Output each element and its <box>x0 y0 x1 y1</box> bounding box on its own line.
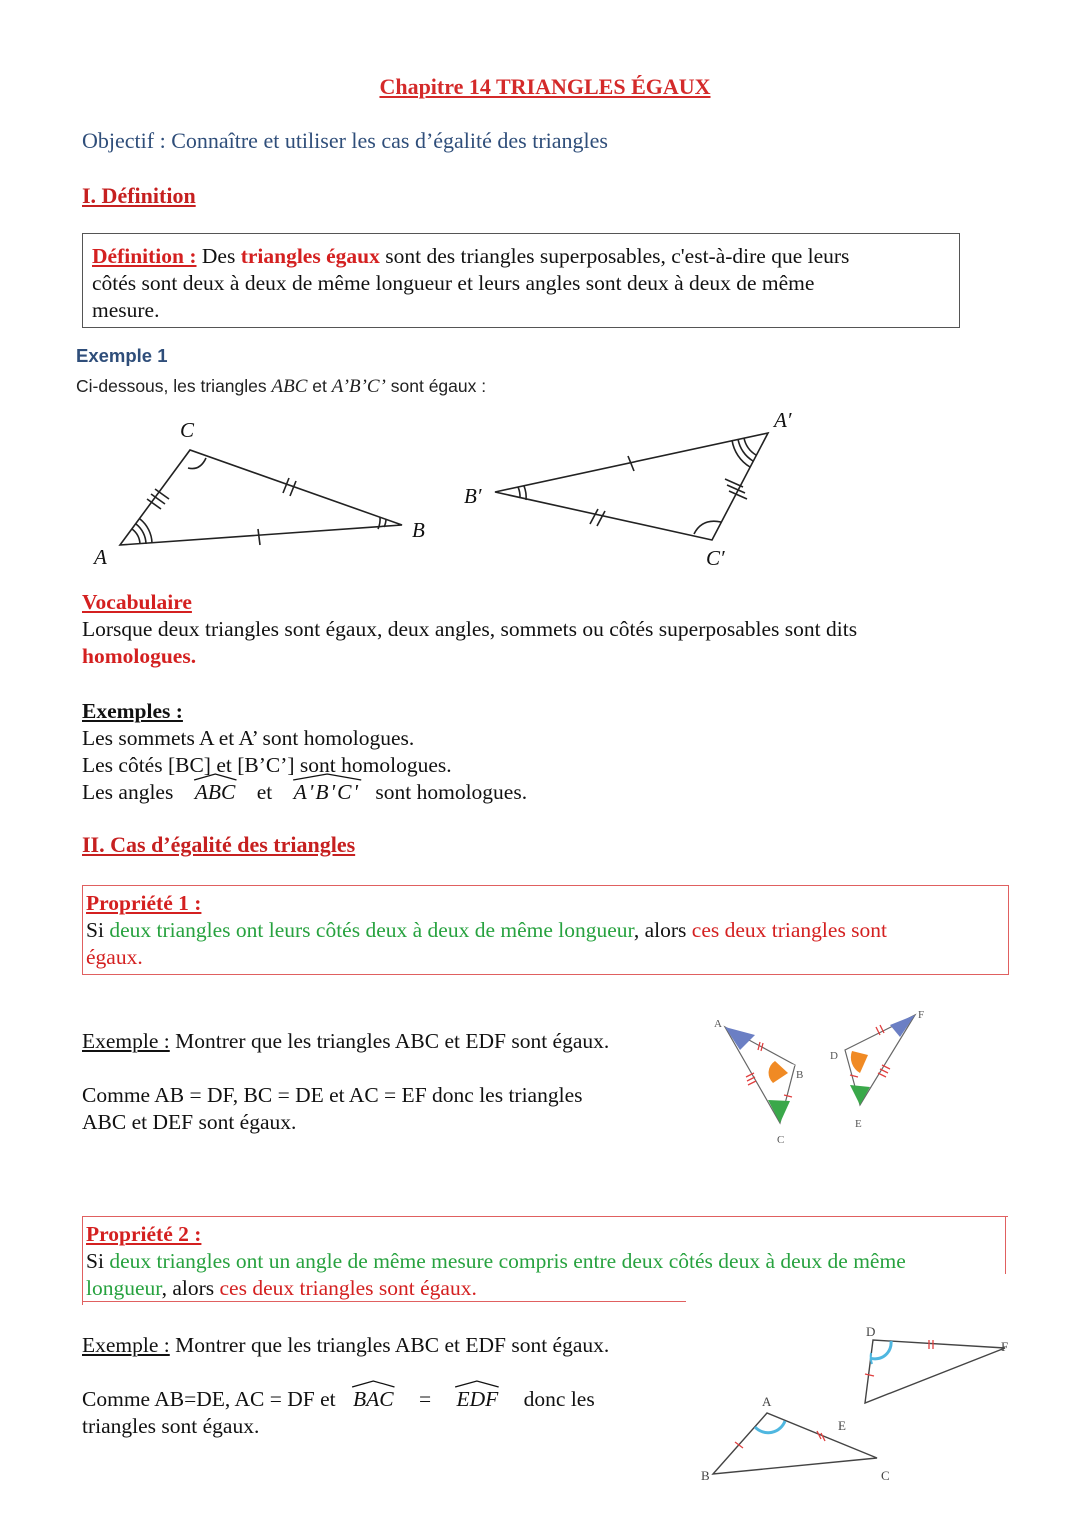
property1-hypothesis: deux triangles ont leurs côtés deux à deux de même longueur <box>109 918 634 942</box>
p1-label-c: C <box>777 1134 785 1146</box>
p2-label-d: D <box>866 1324 876 1339</box>
example1-title: Exemple 1 <box>76 345 168 366</box>
property2-hypothesis: deux triangles ont un angle de même mesure compris entre deux côtés deux à deux de même <box>109 1249 906 1273</box>
p1-label-e: E <box>855 1118 862 1130</box>
vocabulary-title: Vocabulaire <box>82 590 192 614</box>
property1-conclusion: ces deux triangles sont <box>691 918 888 942</box>
examples-line: Les côtés [BC] et [B’C’] sont homologues. <box>82 753 452 777</box>
example-property2: Exemple : Montrer que les triangles ABC et EDF sont égaux. Comme AB=DE, AC = DF et BAC = EDF donc les triangles sont égaux. <box>82 1333 610 1438</box>
property2-box: Propriété 2 : Si deux triangles ont un angle de même mesure compris entre deux côtés deux à deux de même longueur, alors ces deux triangles sont égaux. <box>82 1216 1008 1305</box>
section-heading-cases: II. Cas d’égalité des triangles <box>82 832 356 857</box>
p1-label-f: F <box>918 1009 925 1021</box>
example1-figure <box>80 405 800 575</box>
vocabulary-term: homologues. <box>82 644 197 668</box>
property2-border <box>1005 1216 1006 1274</box>
definition-text: côtés sont deux à deux de même longueur et leurs angles sont deux à deux de même <box>92 271 815 295</box>
examples-title: Exemples : <box>82 699 183 723</box>
objective: Objectif : Connaître et utiliser les cas d’égalité des triangles <box>82 128 608 153</box>
angle-a-prime-b-prime-c-prime: A'B'C' <box>292 779 362 806</box>
definition-text: mesure. <box>92 298 160 322</box>
examples-line: Les sommets A et A’ sont homologues. <box>82 726 415 750</box>
vertex-label-a: A <box>94 545 107 569</box>
examples-block: Exemples : Les sommets A et A’ sont homologues. Les côtés [BC] et [B’C’] sont homologues. Les angles ABC et A'B'C' sont homologues. <box>82 699 528 804</box>
angle-bac: BAC <box>351 1386 396 1413</box>
example1-text: Ci-dessous, les triangles ABC et A’B’C’ sont égaux : <box>76 376 487 397</box>
property1-box: Propriété 1 : Si deux triangles ont leurs côtés deux à deux de même longueur, alors ces deux triangles sont égaux. <box>82 885 1009 975</box>
p2-label-f: F <box>1001 1339 1009 1354</box>
vertex-label-b-prime: B′ <box>464 484 482 508</box>
property2-figure <box>695 1318 1025 1493</box>
definition-text: Des <box>196 244 241 268</box>
p2-label-a: A <box>762 1394 772 1409</box>
property2-conclusion: ces deux triangles sont égaux. <box>219 1276 477 1300</box>
p1-label-d: D <box>830 1050 838 1062</box>
definition-term: triangles égaux <box>240 244 380 268</box>
property1-figure <box>700 1005 950 1155</box>
property2-label: Propriété 2 : <box>86 1222 202 1246</box>
example-label: Exemple : <box>82 1333 170 1357</box>
vertex-label-b: B <box>412 518 425 542</box>
vocabulary-block <box>82 589 857 670</box>
example-label: Exemple : <box>82 1029 170 1053</box>
vertex-label-c-prime: C′ <box>706 546 725 570</box>
angle-edf: EDF <box>454 1386 500 1413</box>
example-property1: Exemple : Montrer que les triangles ABC et EDF sont égaux. Comme AB = DF, BC = DE et AC = EF donc les triangles ABC et DEF sont égaux. <box>82 1029 610 1134</box>
page-title: Chapitre 14 TRIANGLES ÉGAUX <box>379 74 711 99</box>
definition-box <box>82 233 960 328</box>
property1-label: Propriété 1 : <box>86 891 202 915</box>
property2-border <box>82 1301 686 1302</box>
examples-line: Les angles <box>82 780 179 804</box>
angle-abc: ABC <box>193 779 238 806</box>
definition-text: sont des triangles superposables, c'est-à-dire que leurs <box>379 244 850 268</box>
p2-label-c: C <box>881 1468 890 1483</box>
section-heading-definition: I. Définition <box>82 183 196 208</box>
triangle-abc <box>120 450 402 545</box>
p1-label-a: A <box>714 1018 722 1030</box>
vertex-label-c: C <box>180 418 195 442</box>
p2-label-b: B <box>701 1468 710 1483</box>
vertex-label-a-prime: A′ <box>774 408 792 432</box>
vocabulary-text: Lorsque deux triangles sont égaux, deux angles, sommets ou côtés superposables sont dits <box>82 617 858 641</box>
p2-label-e: E <box>838 1418 846 1433</box>
definition-label: Définition : <box>92 244 197 268</box>
triangle-def-p2 <box>865 1340 1005 1403</box>
p1-label-b: B <box>796 1069 804 1081</box>
triangle-a2b2c2 <box>495 433 768 540</box>
